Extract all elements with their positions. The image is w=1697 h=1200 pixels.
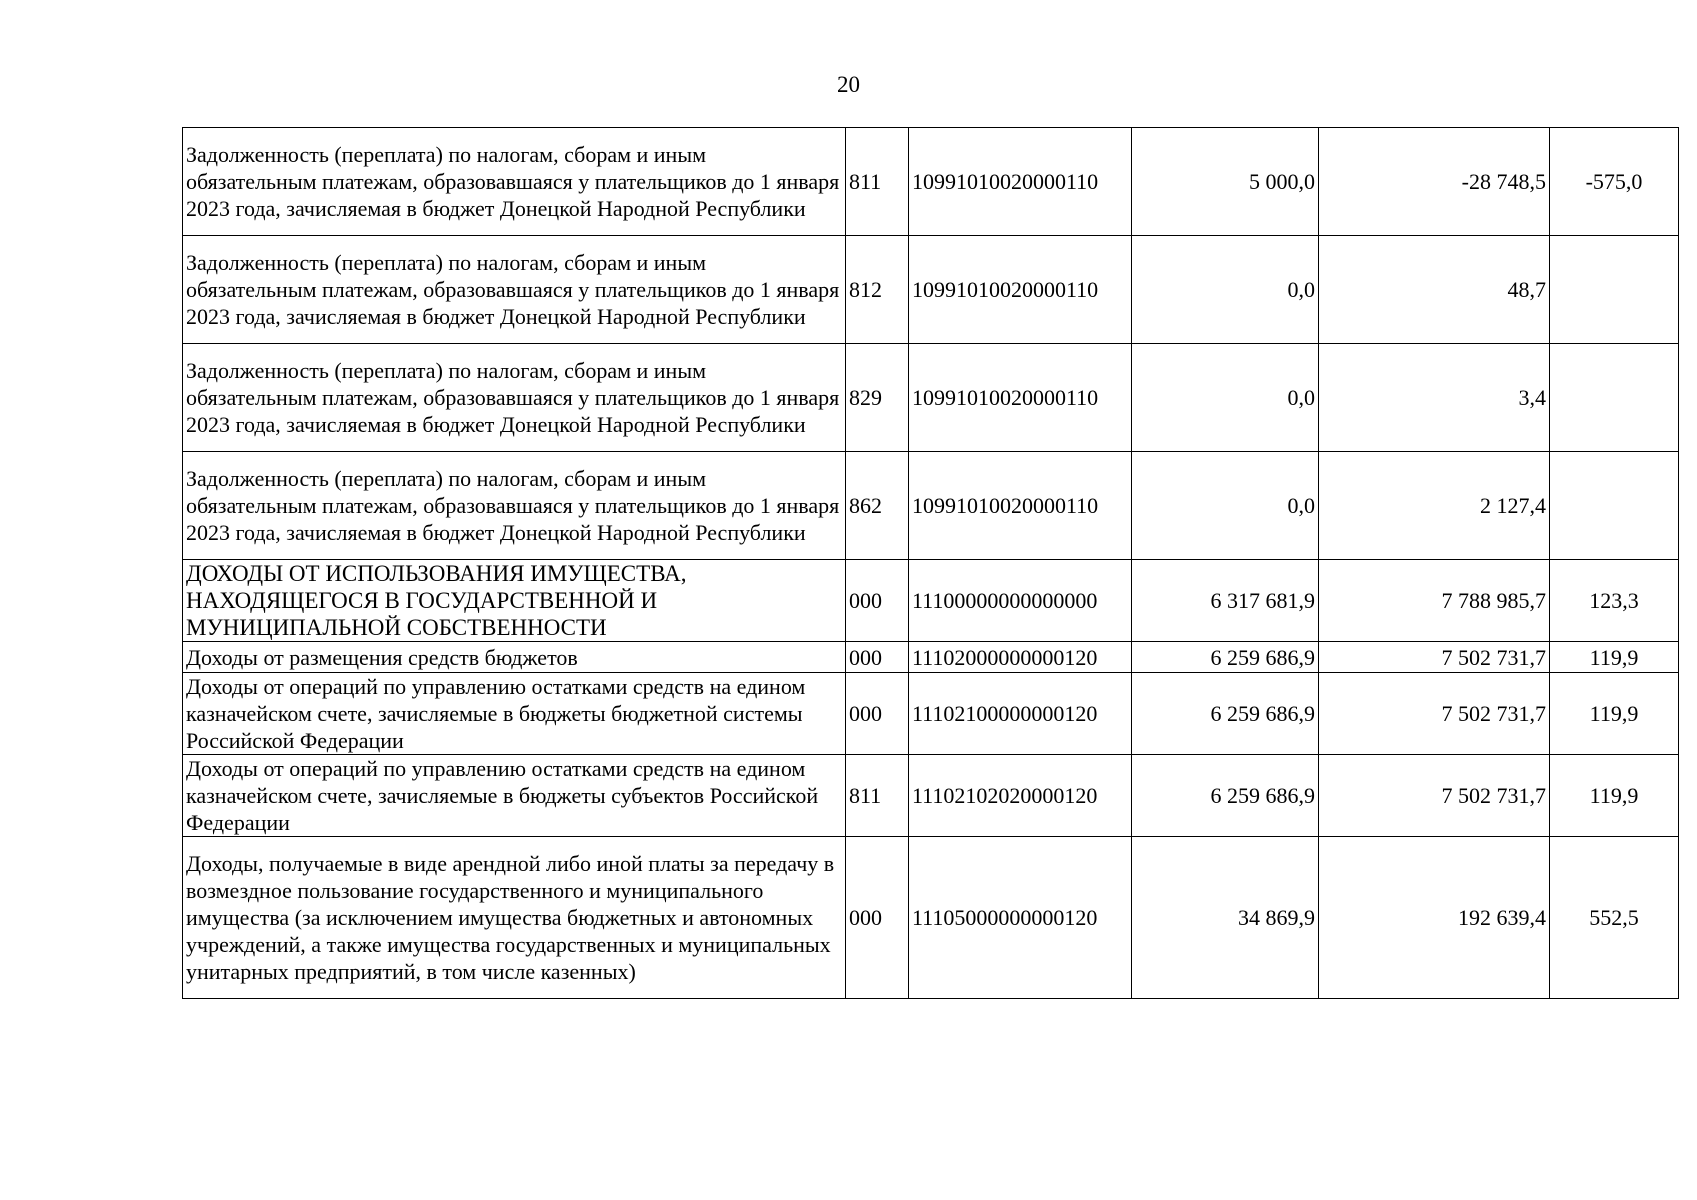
table-row	[183, 560, 1679, 642]
execution-percent-cell	[1550, 344, 1679, 452]
administrator-code-cell: 000	[846, 642, 909, 673]
revenue-name-cell: Доходы от операций по управлению остатками средств на едином казначейском счете, зачисляемые в бюджеты бюджетной системы Российской Федерации	[183, 673, 846, 755]
table-row	[183, 236, 1679, 344]
actual-amount-cell: 3,4	[1319, 344, 1550, 452]
administrator-code-cell: 000	[846, 837, 909, 999]
revenue-name-cell: Доходы от операций по управлению остатками средств на едином казначейском счете, зачисляемые в бюджеты субъектов Российской Федерации	[183, 755, 846, 837]
actual-amount-cell: 192 639,4	[1319, 837, 1550, 999]
revenue-name-cell: Доходы от размещения средств бюджетов	[183, 642, 846, 673]
budget-classification-code-cell: 10991010020000110	[909, 452, 1132, 560]
execution-percent-cell: 119,9	[1550, 673, 1679, 755]
revenue-name-cell: Задолженность (переплата) по налогам, сборам и иным обязательным платежам, образовавшаяся у плательщиков до 1 января 2023 года, зачисляемая в бюджет Донецкой Народной Республики	[183, 236, 846, 344]
execution-percent-cell: 119,9	[1550, 755, 1679, 837]
plan-amount-cell: 0,0	[1132, 452, 1319, 560]
table-row	[183, 344, 1679, 452]
budget-classification-code-cell: 11102100000000120	[909, 673, 1132, 755]
actual-amount-cell: 7 502 731,7	[1319, 755, 1550, 837]
plan-amount-cell: 6 317 681,9	[1132, 560, 1319, 642]
execution-percent-cell: 552,5	[1550, 837, 1679, 999]
table-row	[183, 755, 1679, 837]
revenue-name-cell: Задолженность (переплата) по налогам, сборам и иным обязательным платежам, образовавшаяся у плательщиков до 1 января 2023 года, зачисляемая в бюджет Донецкой Народной Республики	[183, 452, 846, 560]
execution-percent-cell	[1550, 236, 1679, 344]
administrator-code-cell: 000	[846, 673, 909, 755]
administrator-code-cell: 000	[846, 560, 909, 642]
table-row	[183, 673, 1679, 755]
plan-amount-cell: 0,0	[1132, 344, 1319, 452]
page-number: 20	[837, 72, 860, 97]
revenue-name-cell: Задолженность (переплата) по налогам, сборам и иным обязательным платежам, образовавшаяся у плательщиков до 1 января 2023 года, зачисляемая в бюджет Донецкой Народной Республики	[183, 344, 846, 452]
table-row	[183, 452, 1679, 560]
execution-percent-cell	[1550, 452, 1679, 560]
actual-amount-cell: 48,7	[1319, 236, 1550, 344]
table-row	[183, 837, 1679, 999]
actual-amount-cell: 7 788 985,7	[1319, 560, 1550, 642]
budget-classification-code-cell: 11105000000000120	[909, 837, 1132, 999]
administrator-code-cell: 812	[846, 236, 909, 344]
actual-amount-cell: 7 502 731,7	[1319, 673, 1550, 755]
plan-amount-cell: 6 259 686,9	[1132, 673, 1319, 755]
actual-amount-cell: 2 127,4	[1319, 452, 1550, 560]
plan-amount-cell: 6 259 686,9	[1132, 755, 1319, 837]
revenue-name-cell: ДОХОДЫ ОТ ИСПОЛЬЗОВАНИЯ ИМУЩЕСТВА, НАХОДЯЩЕГОСЯ В ГОСУДАРСТВЕННОЙ И МУНИЦИПАЛЬНОЙ СОБСТВЕННОСТИ	[183, 560, 846, 642]
revenue-name-cell: Доходы, получаемые в виде арендной либо иной платы за передачу в возмездное пользование государственного и муниципального имущества (за исключением имущества бюджетных и автономных учреждений, а также имущества государственных и муниципальных унитарных предприятий, в том числе казенных)	[183, 837, 846, 999]
execution-percent-cell: 119,9	[1550, 642, 1679, 673]
budget-classification-code-cell: 10991010020000110	[909, 344, 1132, 452]
plan-amount-cell: 6 259 686,9	[1132, 642, 1319, 673]
plan-amount-cell: 5 000,0	[1132, 128, 1319, 236]
revenue-name-cell: Задолженность (переплата) по налогам, сборам и иным обязательным платежам, образовавшаяся у плательщиков до 1 января 2023 года, зачисляемая в бюджет Донецкой Народной Республики	[183, 128, 846, 236]
budget-classification-code-cell: 11102102020000120	[909, 755, 1132, 837]
actual-amount-cell: 7 502 731,7	[1319, 642, 1550, 673]
administrator-code-cell: 811	[846, 128, 909, 236]
execution-percent-cell: -575,0	[1550, 128, 1679, 236]
administrator-code-cell: 862	[846, 452, 909, 560]
table-row	[183, 128, 1679, 236]
actual-amount-cell: -28 748,5	[1319, 128, 1550, 236]
administrator-code-cell: 829	[846, 344, 909, 452]
budget-classification-code-cell: 11102000000000120	[909, 642, 1132, 673]
plan-amount-cell: 0,0	[1132, 236, 1319, 344]
plan-amount-cell: 34 869,9	[1132, 837, 1319, 999]
budget-classification-code-cell: 10991010020000110	[909, 236, 1132, 344]
execution-percent-cell: 123,3	[1550, 560, 1679, 642]
budget-classification-code-cell: 10991010020000110	[909, 128, 1132, 236]
administrator-code-cell: 811	[846, 755, 909, 837]
budget-classification-code-cell: 11100000000000000	[909, 560, 1132, 642]
budget-revenue-table	[182, 127, 1679, 999]
table-row	[183, 642, 1679, 673]
